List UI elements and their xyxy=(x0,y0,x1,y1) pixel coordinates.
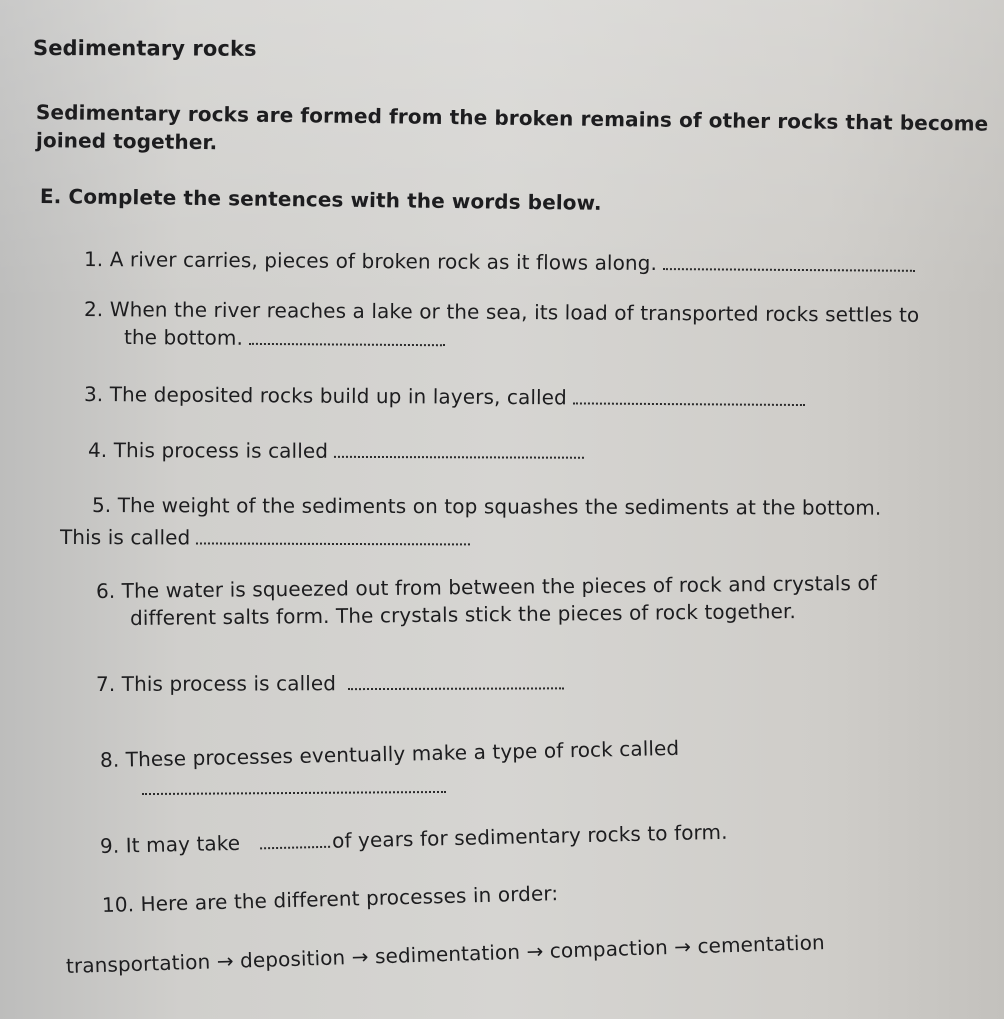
question-5-blank xyxy=(196,530,470,545)
question-2-line-1: 2. When the river reaches a lake or the sea, its load of transported rocks settles to xyxy=(83,297,920,327)
question-4 xyxy=(88,438,584,464)
question-3-text: 3. The deposited rocks build up in layers, called xyxy=(83,382,567,410)
intro-line-1: Sedimentary rocks are formed from the broken remains of other rocks that become xyxy=(35,100,989,136)
exercise-instruction: E. Complete the sentences with the words below. xyxy=(39,184,602,215)
question-2-line-2 xyxy=(124,325,445,351)
question-5-text: This is called xyxy=(59,525,191,550)
process-sequence: transportation → deposition → sedimentation → compaction → cementation xyxy=(65,930,826,978)
question-4-blank xyxy=(334,444,584,459)
question-7-text: 7. This process is called xyxy=(95,671,337,696)
question-1-text: 1. A river carries, pieces of broken rock as it flows along. xyxy=(83,247,658,276)
question-9 xyxy=(100,820,728,858)
question-6-line-2: different salts form. The crystals stick the pieces of rock together. xyxy=(129,599,797,630)
question-7 xyxy=(96,670,564,696)
question-9-text-before: 9. It may take xyxy=(99,830,241,858)
question-2-text: the bottom. xyxy=(123,325,244,350)
question-10: 10. Here are the different processes in order: xyxy=(101,881,559,917)
question-3-blank xyxy=(573,390,805,406)
question-5-line-1: 5. The weight of the sediments on top squashes the sediments at the bottom. xyxy=(91,493,882,520)
question-1-blank xyxy=(663,256,915,272)
question-8: 8. These processes eventually make a type of rock called xyxy=(99,735,680,772)
intro-line-2: joined together. xyxy=(35,128,218,155)
question-8-blank xyxy=(142,791,446,795)
page-title: Sedimentary rocks xyxy=(32,36,257,61)
question-5-line-2 xyxy=(60,525,470,550)
question-2-blank xyxy=(249,331,445,346)
question-6-line-1: 6. The water is squeezed out from between the pieces of rock and crystals of xyxy=(95,570,878,603)
question-7-blank xyxy=(348,675,564,690)
question-4-text: 4. This process is called xyxy=(87,438,329,463)
question-9-text-after: of years for sedimentary rocks to form. xyxy=(331,819,728,853)
question-3 xyxy=(84,382,805,411)
question-1 xyxy=(84,247,915,277)
question-9-blank xyxy=(260,834,330,850)
